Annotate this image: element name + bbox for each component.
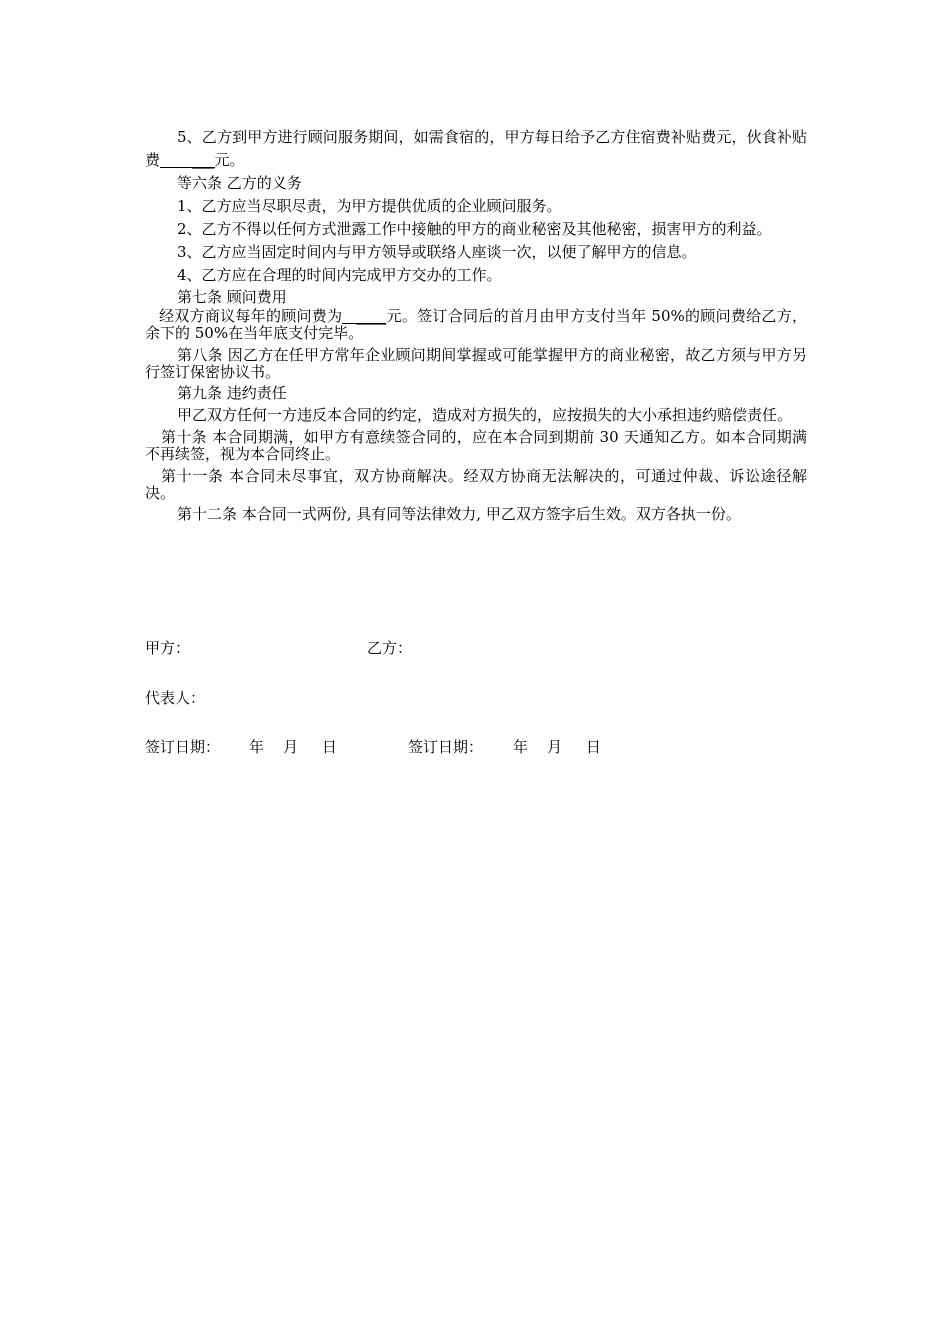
article-9-body: 甲乙双方任何一方违反本合同的约定，造成对方损失的，应按损失的大小承担违约赔偿责任。 — [177, 406, 793, 424]
contract-body — [145, 126, 807, 523]
article-11: 第十一条 本合同未尽事宜，双方协商解决。经双方协商无法解决的，可通过仲裁、诉讼途径解决。 — [145, 467, 807, 502]
blank-fill: ___ — [160, 153, 215, 168]
representative-label: 代表人： — [145, 689, 206, 707]
clause-text-tail: 元。 — [214, 151, 245, 169]
clause-text: 5、乙方到甲方进行顾问服务期间，如需食宿的，甲方每日给予乙方住宿费补贴费元，伙食补贴费 — [145, 128, 807, 169]
party-b-label: 乙方： — [367, 639, 413, 657]
article-10: 第十条 本合同期满，如甲方有意续签合同的，应在本合同到期前 30 天通知乙方。如本合同期满不再续签，视为本合同终止。 — [145, 428, 807, 463]
article-12: 第十二条 本合同一式两份, 具有同等法律效力, 甲乙双方签字后生效。双方各执一份。 — [177, 505, 741, 523]
party-a-label: 甲方： — [145, 639, 191, 657]
article-7-body — [145, 308, 807, 342]
clause-6-1: 1、乙方应当尽职尽责，为甲方提供优质的企业顾问服务。 — [177, 197, 562, 215]
blank-fill: ____ — [342, 309, 386, 324]
article-8: 第八条 因乙方在任甲方常年企业顾问期间掌握或可能掌握甲方的商业秘密，故乙方须与甲方另行签订保密协议书。 — [145, 346, 807, 381]
clause-6-4: 4、乙方应在合理的时间内完成甲方交办的工作。 — [177, 266, 502, 284]
clause-text-tail: 元。签订合同后的首月由甲方支付当年 50%的顾问费给乙方，余下的 50%在当年底支付完毕。 — [145, 307, 807, 342]
clause-6-5 — [145, 126, 807, 172]
signing-date-label-b: 签订日期： — [408, 738, 484, 756]
clause-text: 经双方商议每年的顾问费为 — [159, 307, 343, 325]
article-7-title: 第七条 顾问费用 — [177, 288, 287, 306]
signing-date-row — [145, 737, 601, 857]
signing-date-fields-b: 年 月 日 — [513, 738, 601, 756]
article-6-title: 等六条 乙方的义务 — [177, 174, 302, 192]
signing-date-label-a: 签订日期： — [145, 738, 221, 756]
clause-6-3: 3、乙方应当固定时间内与甲方领导或联络人座谈一次，以便了解甲方的信息。 — [177, 243, 697, 261]
clause-6-2: 2、乙方不得以任何方式泄露工作中接触的甲方的商业秘密及其他秘密，损害甲方的利益。 — [177, 220, 772, 238]
signing-date-fields-a: 年 月 日 — [249, 738, 337, 756]
article-9-title: 第九条 违约责任 — [177, 384, 287, 402]
